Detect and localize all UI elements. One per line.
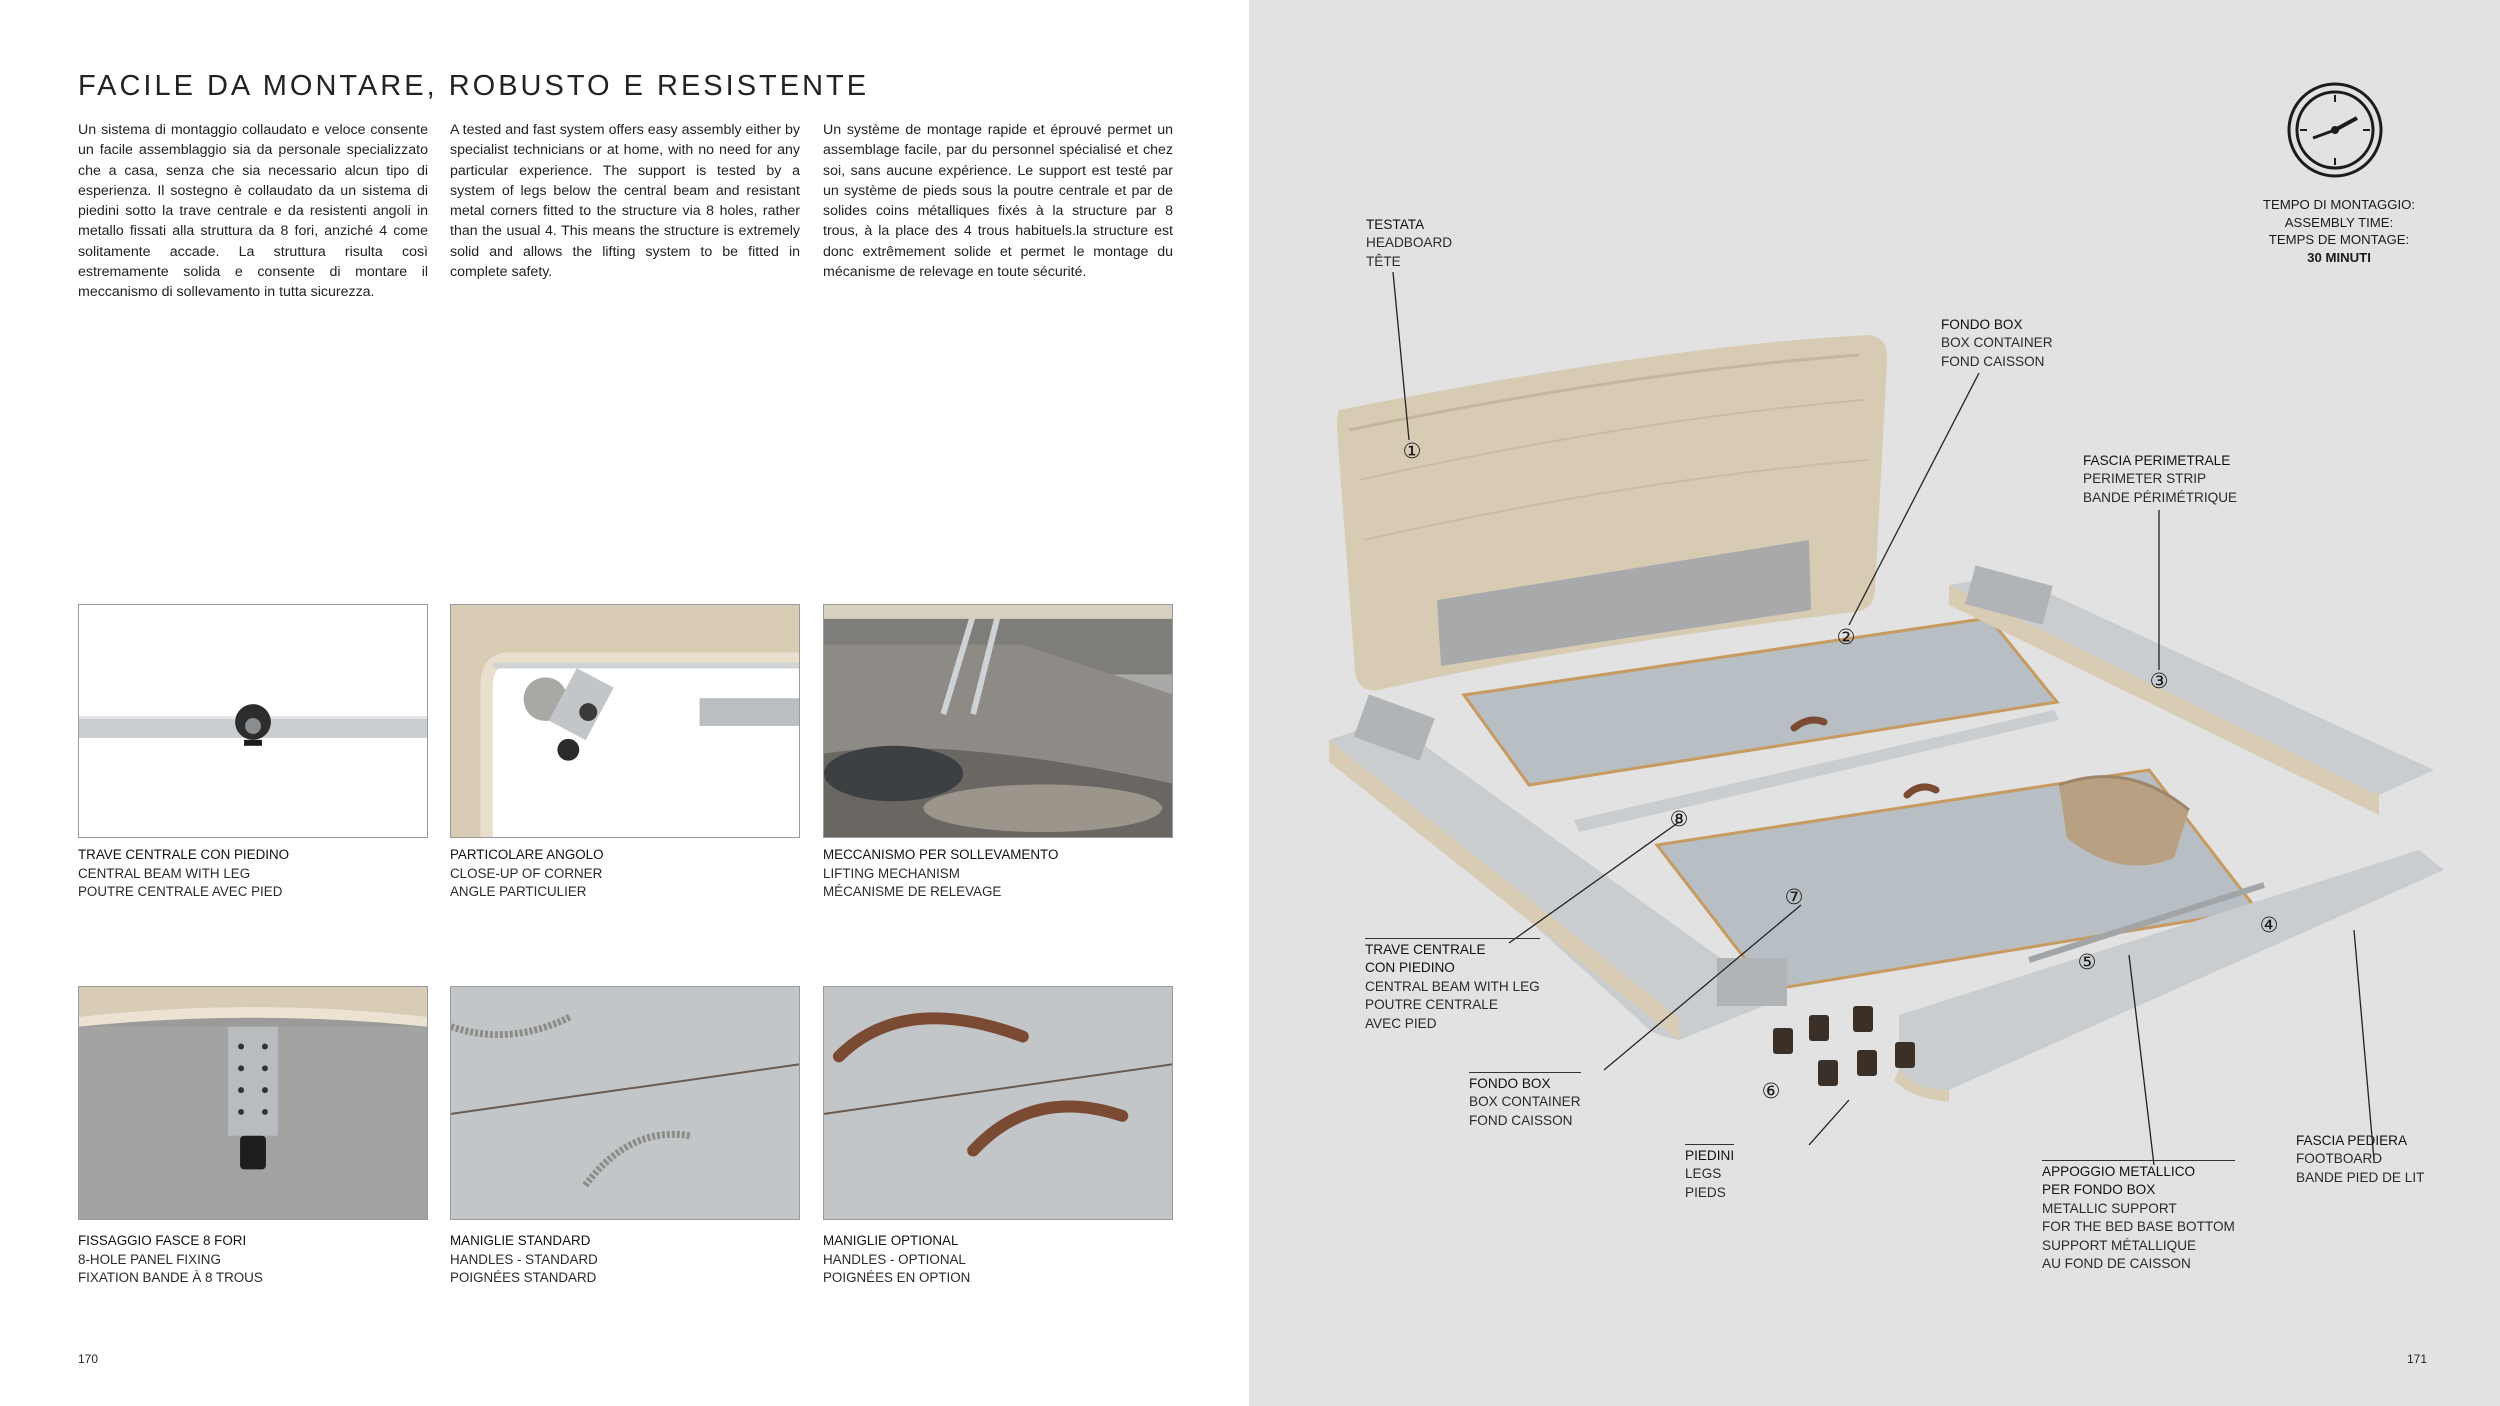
label-line: PER FONDO BOX bbox=[2042, 1182, 2156, 1198]
caption-corner-detail bbox=[450, 846, 810, 902]
label-line: METALLIC SUPPORT bbox=[2042, 1200, 2177, 1216]
caption-it: MANIGLIE OPTIONAL bbox=[823, 1233, 959, 1248]
label-en: HEADBOARD bbox=[1366, 235, 1453, 251]
right-page bbox=[1249, 0, 2500, 1406]
label-line: CENTRAL BEAM WITH LEG bbox=[1365, 978, 1540, 994]
page-number: 170 bbox=[78, 1352, 99, 1366]
label-en: PERIMETER STRIP bbox=[2083, 471, 2207, 487]
intro-english: A tested and fast system offers easy assembly either by specialist technicians or at home, with no need for any particular experience. The support is tested by a system of legs below the central beam and resistant metal corners fitted to the structure via 8 holes, rather than the usual 4. This means the structure is extremely solid and allows the lifting system to be fitted in complete safety. bbox=[450, 122, 800, 281]
label-it: FASCIA PEDIERA bbox=[2296, 1133, 2408, 1148]
caption-fr: ANGLE PARTICULIER bbox=[450, 884, 587, 899]
label-footboard bbox=[2296, 1132, 2424, 1187]
assembly-time-it: TEMPO DI MONTAGGIO: bbox=[2262, 197, 2416, 212]
caption-it: TRAVE CENTRALE CON PIEDINO bbox=[78, 847, 290, 862]
assembly-time bbox=[2209, 196, 2469, 266]
photo-corner-detail bbox=[450, 604, 800, 838]
caption-optional-handles bbox=[823, 1232, 1183, 1288]
photo-central-beam bbox=[78, 604, 428, 838]
headboard-illustration bbox=[1337, 335, 1887, 690]
label-it: FONDO BOX bbox=[1469, 1076, 1551, 1091]
label-central-beam bbox=[1365, 938, 1540, 1033]
caption-central-beam bbox=[78, 846, 438, 902]
marker-6: ⑥ bbox=[1761, 1079, 1781, 1103]
caption-it: MANIGLIE STANDARD bbox=[450, 1233, 591, 1248]
marker-3: ③ bbox=[2149, 669, 2169, 693]
caption-panel-fixing bbox=[78, 1232, 438, 1288]
label-line: APPOGGIO METALLICO bbox=[2042, 1164, 2196, 1179]
label-line: AU FOND DE CAISSON bbox=[2042, 1256, 2191, 1272]
label-line: AVEC PIED bbox=[1365, 1015, 1437, 1031]
assembly-time-value: 30 MINUTI bbox=[2307, 249, 2371, 265]
label-line: SUPPORT MÉTALLIQUE bbox=[2042, 1237, 2197, 1253]
marker-7: ⑦ bbox=[1784, 885, 1804, 909]
label-metallic-support bbox=[2042, 1160, 2235, 1273]
caption-standard-handles bbox=[450, 1232, 810, 1288]
caption-fr: POIGNÉES EN OPTION bbox=[823, 1270, 971, 1285]
caption-fr: POIGNÉES STANDARD bbox=[450, 1270, 597, 1285]
page-number: 171 bbox=[2407, 1352, 2428, 1366]
marker-4: ④ bbox=[2259, 913, 2279, 937]
caption-en: 8-HOLE PANEL FIXING bbox=[78, 1251, 221, 1267]
caption-en: HANDLES - OPTIONAL bbox=[823, 1251, 966, 1267]
intro-french: Un système de montage rapide et éprouvé permet un assemblage facile, par du personnel spécialisé et chez soi, sans aucune expérience. Le support est testé par un système de pieds sous la poutre centrale et par de solides coins métalliques fixés à la structure par 8 trous, à la place des 4 trous habituels.la structure est donc extrêmement solide et permet le montage du mécanisme de relevage en toute sécurité. bbox=[823, 122, 1173, 281]
intro-italian: Un sistema di montaggio collaudato e veloce consente un facile assemblaggio sia da personale specializzato che a casa, senza che sia necessario alcun tipo di esperienza. Il sostegno è collaudato da un sistema di piedini sotto la trave centrale e da resistenti angoli in metallo fissati alla struttura da 8 fori, anziché 4 come solitamente accade. La struttura risulta così estremamente solida e consente di montare il meccanismo di sollevamento in tutta sicurezza. bbox=[78, 122, 428, 301]
label-fr: FOND CAISSON bbox=[1941, 353, 2045, 369]
clock-icon bbox=[2285, 80, 2385, 180]
label-it: TESTATA bbox=[1366, 217, 1425, 232]
caption-en: HANDLES - STANDARD bbox=[450, 1251, 598, 1267]
label-en: LEGS bbox=[1685, 1166, 1722, 1182]
caption-en: CENTRAL BEAM WITH LEG bbox=[78, 865, 251, 881]
assembly-time-en: ASSEMBLY TIME: bbox=[2284, 214, 2394, 230]
page-title: FACILE DA MONTARE, ROBUSTO E RESISTENTE bbox=[78, 70, 870, 102]
marker-1: ① bbox=[1402, 439, 1422, 463]
label-fr: PIEDS bbox=[1685, 1184, 1726, 1200]
caption-it: FISSAGGIO FASCE 8 FORI bbox=[78, 1233, 247, 1248]
marker-8: ⑧ bbox=[1669, 807, 1689, 831]
label-line: POUTRE CENTRALE bbox=[1365, 997, 1498, 1013]
caption-en: LIFTING MECHANISM bbox=[823, 865, 960, 881]
label-fr: FOND CAISSON bbox=[1469, 1112, 1573, 1128]
label-fr: BANDE PÉRIMÉTRIQUE bbox=[2083, 489, 2238, 505]
label-box-container-top bbox=[1941, 316, 2053, 371]
label-it: FONDO BOX bbox=[1941, 317, 2023, 332]
label-en: FOOTBOARD bbox=[2296, 1151, 2383, 1167]
label-en: BOX CONTAINER bbox=[1941, 335, 2053, 351]
caption-fr: FIXATION BANDE À 8 TROUS bbox=[78, 1270, 263, 1285]
marker-2: ② bbox=[1836, 625, 1856, 649]
label-line: FOR THE BED BASE BOTTOM bbox=[2042, 1219, 2235, 1235]
assembly-time-fr: TEMPS DE MONTAGE: bbox=[2268, 232, 2410, 248]
label-box-container-bottom bbox=[1469, 1072, 1581, 1130]
label-fr: BANDE PIED DE LIT bbox=[2296, 1169, 2425, 1185]
label-legs bbox=[1685, 1144, 1734, 1202]
label-fr: TÊTE bbox=[1366, 253, 1401, 269]
caption-it: PARTICOLARE ANGOLO bbox=[450, 847, 604, 862]
left-page bbox=[0, 0, 1249, 1406]
label-perimeter-strip bbox=[2083, 452, 2237, 507]
caption-fr: POUTRE CENTRALE AVEC PIED bbox=[78, 884, 283, 899]
caption-lifting-mechanism bbox=[823, 846, 1183, 902]
caption-it: MECCANISMO PER SOLLEVAMENTO bbox=[823, 847, 1059, 862]
label-en: BOX CONTAINER bbox=[1469, 1094, 1581, 1110]
photo-standard-handles bbox=[450, 986, 800, 1220]
photo-optional-handles bbox=[823, 986, 1173, 1220]
photo-panel-fixing bbox=[78, 986, 428, 1220]
marker-5: ⑤ bbox=[2077, 950, 2097, 974]
label-it: FASCIA PERIMETRALE bbox=[2083, 453, 2231, 468]
label-it: PIEDINI bbox=[1685, 1148, 1735, 1163]
photo-lifting-mechanism bbox=[823, 604, 1173, 838]
caption-fr: MÉCANISME DE RELEVAGE bbox=[823, 884, 1002, 899]
label-line: TRAVE CENTRALE bbox=[1365, 942, 1486, 957]
caption-en: CLOSE-UP OF CORNER bbox=[450, 865, 603, 881]
label-headboard bbox=[1366, 216, 1452, 271]
label-line: CON PIEDINO bbox=[1365, 960, 1455, 976]
